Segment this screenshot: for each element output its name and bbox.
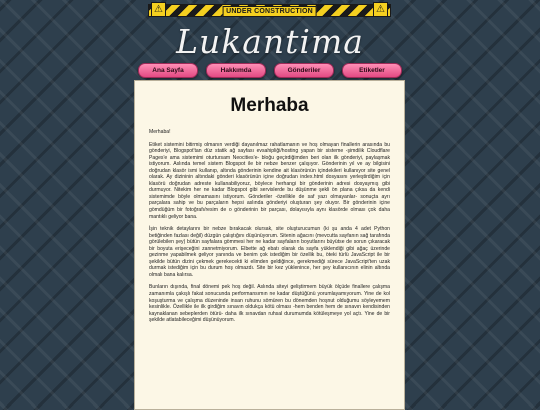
- post-title: Merhaba: [230, 95, 309, 116]
- warning-icon: ⚠: [151, 2, 166, 17]
- nav-home-button[interactable]: Ana Sayfa: [138, 63, 198, 78]
- nav-tags-button[interactable]: Etiketler: [342, 63, 402, 78]
- post-paragraph: İşin teknik detaylarını bir nebze bırakacak olursak, site oluşturucumun (ki şu anda 4 adet Python betiğinden fazlası değil) düzgün çalıştığını düşünüyorum. Sitenin ağacını (mevcutta sayfanın sağ tarafında görülebilen şey) bütün sayfalara gömmesi her ne kadar sayfaların boyutlarını büyütse de sorun çıkaracak bir boyuta erişeceğini zannetmiyorum. Elbette ağ ebatı olarak da sayfa yüklendiği gibi ağaç üzerinde gezinme yapabilmek geliyor yanında ve benim çok istediğim bir özellik bu, öteki türlü JavaScript ile bir şekilde bütün dizini çekmek gerekecekti ki elimden geldiğince, gerekmediği sürece JavaScript'ten uzak durmak istediğim için bu durum hoş olmazdı. Site bir kez yüklenince, her şey kullanıcının elinin altında olmalı bana kalırsa.: [149, 226, 390, 278]
- nav-posts-button[interactable]: Gönderiler: [274, 63, 334, 78]
- under-construction-label: UNDER CONSTRUCTION: [222, 6, 317, 17]
- post-paragraph: Bunların dışında, final dönemi pek hoş değil. Aslında siteyi geliştirmem büyük ölçüde finallere çalışma zamanımla çakışlı fakat sonucunda performansımın ne kadar düştüğünü yorumlayamıyorum. Yine de kol koşuşturma ve çalışma düzeninde insan ruhunu sömüren bu dönemden hoşnut olduğumu söyleyemem kesinlikle. Özellikle ile ilk girdiğim sınavın oldukça kötü olması -hem benden hem de sınavın kendisinden kaynaklanan sebeplerden ötürü- daha ilk sınavdan ruhsal durumumda kötüleşmeye yol açtı. Yine de bir şekilde atlatabileceğimi düşünüyorum.: [149, 284, 390, 324]
- warning-icon: ⚠: [373, 2, 388, 17]
- nav-about-button[interactable]: Hakkımda: [206, 63, 266, 78]
- post-paragraph: Etiket sistemini bitirmiş olmanın verdiği dayanılmaz rahatlamanın ve hoş olmayan finallerin arasında bu gönderiyi, Blogspot'tan düz statik ağ sayfası evsahipliği/hosting yapan bir sisteme -şimdilik Cloudflare Pages'e ama sistemimi oturtursam Neocities'e- bloğu geçirdiğimden beri olan ilk gönderiyi, paylaşmak istiyorum. Aslında temel sistem Blogspot ile bir nebze benzer çalışıyor. Gönderinin yıl ve ay bilgisini doğrudan klasör ismi kullanıp, altında gönderinin kendine ait klasörünün içindekileri kullanıyor site genel olarak. Ay dizininin altındaki gönderi klasörünün içine doğrudan index.html dosyasını yerleştirdiğim için klasörü doğrudan adreste kullanabiliyoruz, böylece herhangi bir gönderinin adresi dosyaymış gibi durmuyor. Nitekim her ne kadar Blogspot gibi servislerde bu düşünme şekli ön plana çıksa da kendi sistemimde böyle olmamasını istiyorum. Gönderiler -özellikle de saf yazı olmayanlar- sonuçta ayrı parçalara sahip ve bu parçaların hepsi aslında gönderiyi oluşturan şey oluyor. Bir gönderinin içine gömdüğüm bir fotoğrafı/resim de o gönderinin bir parçası, dolayısıyla aynı klasörde olması çok daha mantıklı geliyor bana.: [149, 141, 390, 220]
- site-logo[interactable]: Lukantima: [176, 22, 364, 61]
- post-card: [134, 80, 405, 410]
- main-nav: [0, 63, 540, 78]
- post-greeting: Merhaba!: [149, 129, 171, 135]
- under-construction-banner: [148, 4, 391, 17]
